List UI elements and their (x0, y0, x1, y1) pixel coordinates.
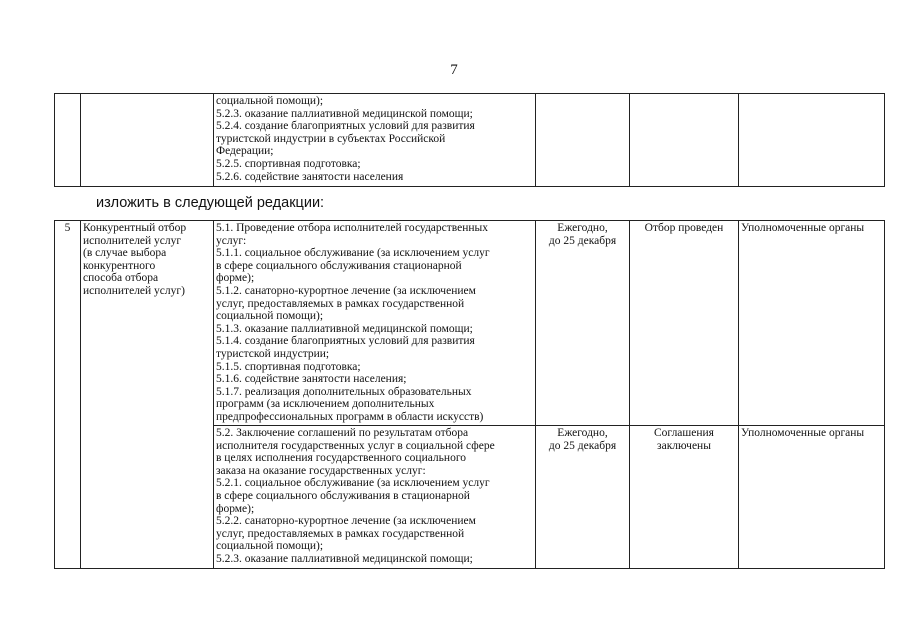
content-line: 5.1.3. оказание паллиативной медицинской помощи; (216, 322, 473, 335)
content-line: 5.2.6. содействие занятости населения (216, 170, 404, 183)
content-line: исполнителя государственных услуг в социальной сфере (216, 439, 495, 452)
content-cell (214, 221, 536, 426)
content-line: в сфере социального обслуживания в стационарной (216, 489, 470, 502)
table-row (55, 94, 885, 187)
content-line: 5.2.3. оказание паллиативной медицинской помощи; (216, 107, 473, 120)
content-line: форме); (216, 502, 255, 515)
page-number: 7 (450, 62, 458, 78)
content-line: социальной помощи); (216, 95, 324, 107)
content-line: туристской индустрии; (216, 347, 330, 360)
content-line: 5.2.2. санаторно-курортное лечение (за исключением (216, 515, 476, 528)
term-cell (536, 426, 630, 569)
content-line: 5.2.3. оказание паллиативной медицинской помощи; (216, 552, 473, 565)
content-line: в сфере социального обслуживания стационарной (216, 259, 462, 272)
content-line: социальной помощи); (216, 540, 324, 553)
number-cell: 5 (55, 221, 81, 569)
content-line: услуг: (216, 234, 247, 247)
content-line: 5.2.1. социальное обслуживание (за исключением услуг (216, 477, 490, 490)
responsible-cell: Уполномоченные органы (739, 426, 885, 569)
content-line: 5.2.4. создание благоприятных условий для развития (216, 120, 475, 133)
stage-cell (81, 94, 214, 187)
content-line: форме); (216, 272, 255, 285)
new-edition-table (54, 220, 885, 569)
content-line: 5.1.4. создание благоприятных условий для развития (216, 335, 475, 348)
content-line: 5.1.2. санаторно-курортное лечение (за исключением (216, 284, 476, 297)
content-cell (214, 94, 536, 187)
content-line: 5.1.1. социальное обслуживание (за исключением услуг (216, 247, 490, 260)
result-line: Соглашения (654, 427, 714, 439)
content-line: 5.1.7. реализация дополнительных образовательных (216, 385, 472, 398)
stage-line: способа отбора (83, 272, 159, 285)
term-line: Ежегодно, (557, 427, 608, 439)
content-line: в целях исполнения государственного социального (216, 452, 466, 465)
table-row (55, 221, 885, 426)
term-line: до 25 декабря (548, 439, 617, 452)
content-line: социальной помощи); (216, 310, 324, 323)
content-line: Федерации; (216, 145, 274, 158)
content-line: 5.1.5. спортивная подготовка; (216, 360, 361, 373)
content-line: услуг, предоставляемых в рамках государственной (216, 527, 465, 540)
result-line: Отбор проведен (644, 222, 724, 234)
result-cell (630, 221, 739, 426)
content-line: заказа на оказание государственных услуг: (216, 464, 426, 477)
stage-line: Конкурентный отбор (83, 222, 187, 234)
content-line: туристской индустрии в субъектах Российской (216, 132, 446, 145)
content-line: услуг, предоставляемых в рамках государственной (216, 297, 465, 310)
content-line: 5.2.5. спортивная подготовка; (216, 157, 361, 170)
content-line: программ (за исключением дополнительных (216, 398, 435, 411)
term-line: до 25 декабря (548, 234, 617, 247)
stage-cell (81, 221, 214, 569)
intro-text: изложить в следующей редакции: (96, 195, 325, 211)
content-line: 5.1.6. содействие занятости населения; (216, 373, 407, 386)
term-line: Ежегодно, (557, 222, 608, 234)
content-cell (214, 426, 536, 569)
content-line: 5.2. Заключение соглашений по результатам отбора (216, 427, 469, 439)
stage-line: исполнителей услуг (83, 234, 182, 247)
stage-line: (в случае выбора (83, 247, 167, 260)
content-line: предпрофессиональных программ в области искусств) (216, 410, 484, 423)
responsible-cell (739, 94, 885, 187)
content-line: 5.1. Проведение отбора исполнителей государственных (216, 222, 489, 234)
term-cell (536, 221, 630, 426)
stage-line: исполнителей услуг) (83, 284, 185, 297)
number-cell (55, 94, 81, 187)
responsible-cell: Уполномоченные органы (739, 221, 885, 426)
result-line: заключены (657, 439, 711, 452)
result-cell (630, 94, 739, 187)
previous-table-fragment (54, 93, 885, 187)
result-cell (630, 426, 739, 569)
term-cell (536, 94, 630, 187)
stage-line: конкурентного (83, 259, 156, 272)
